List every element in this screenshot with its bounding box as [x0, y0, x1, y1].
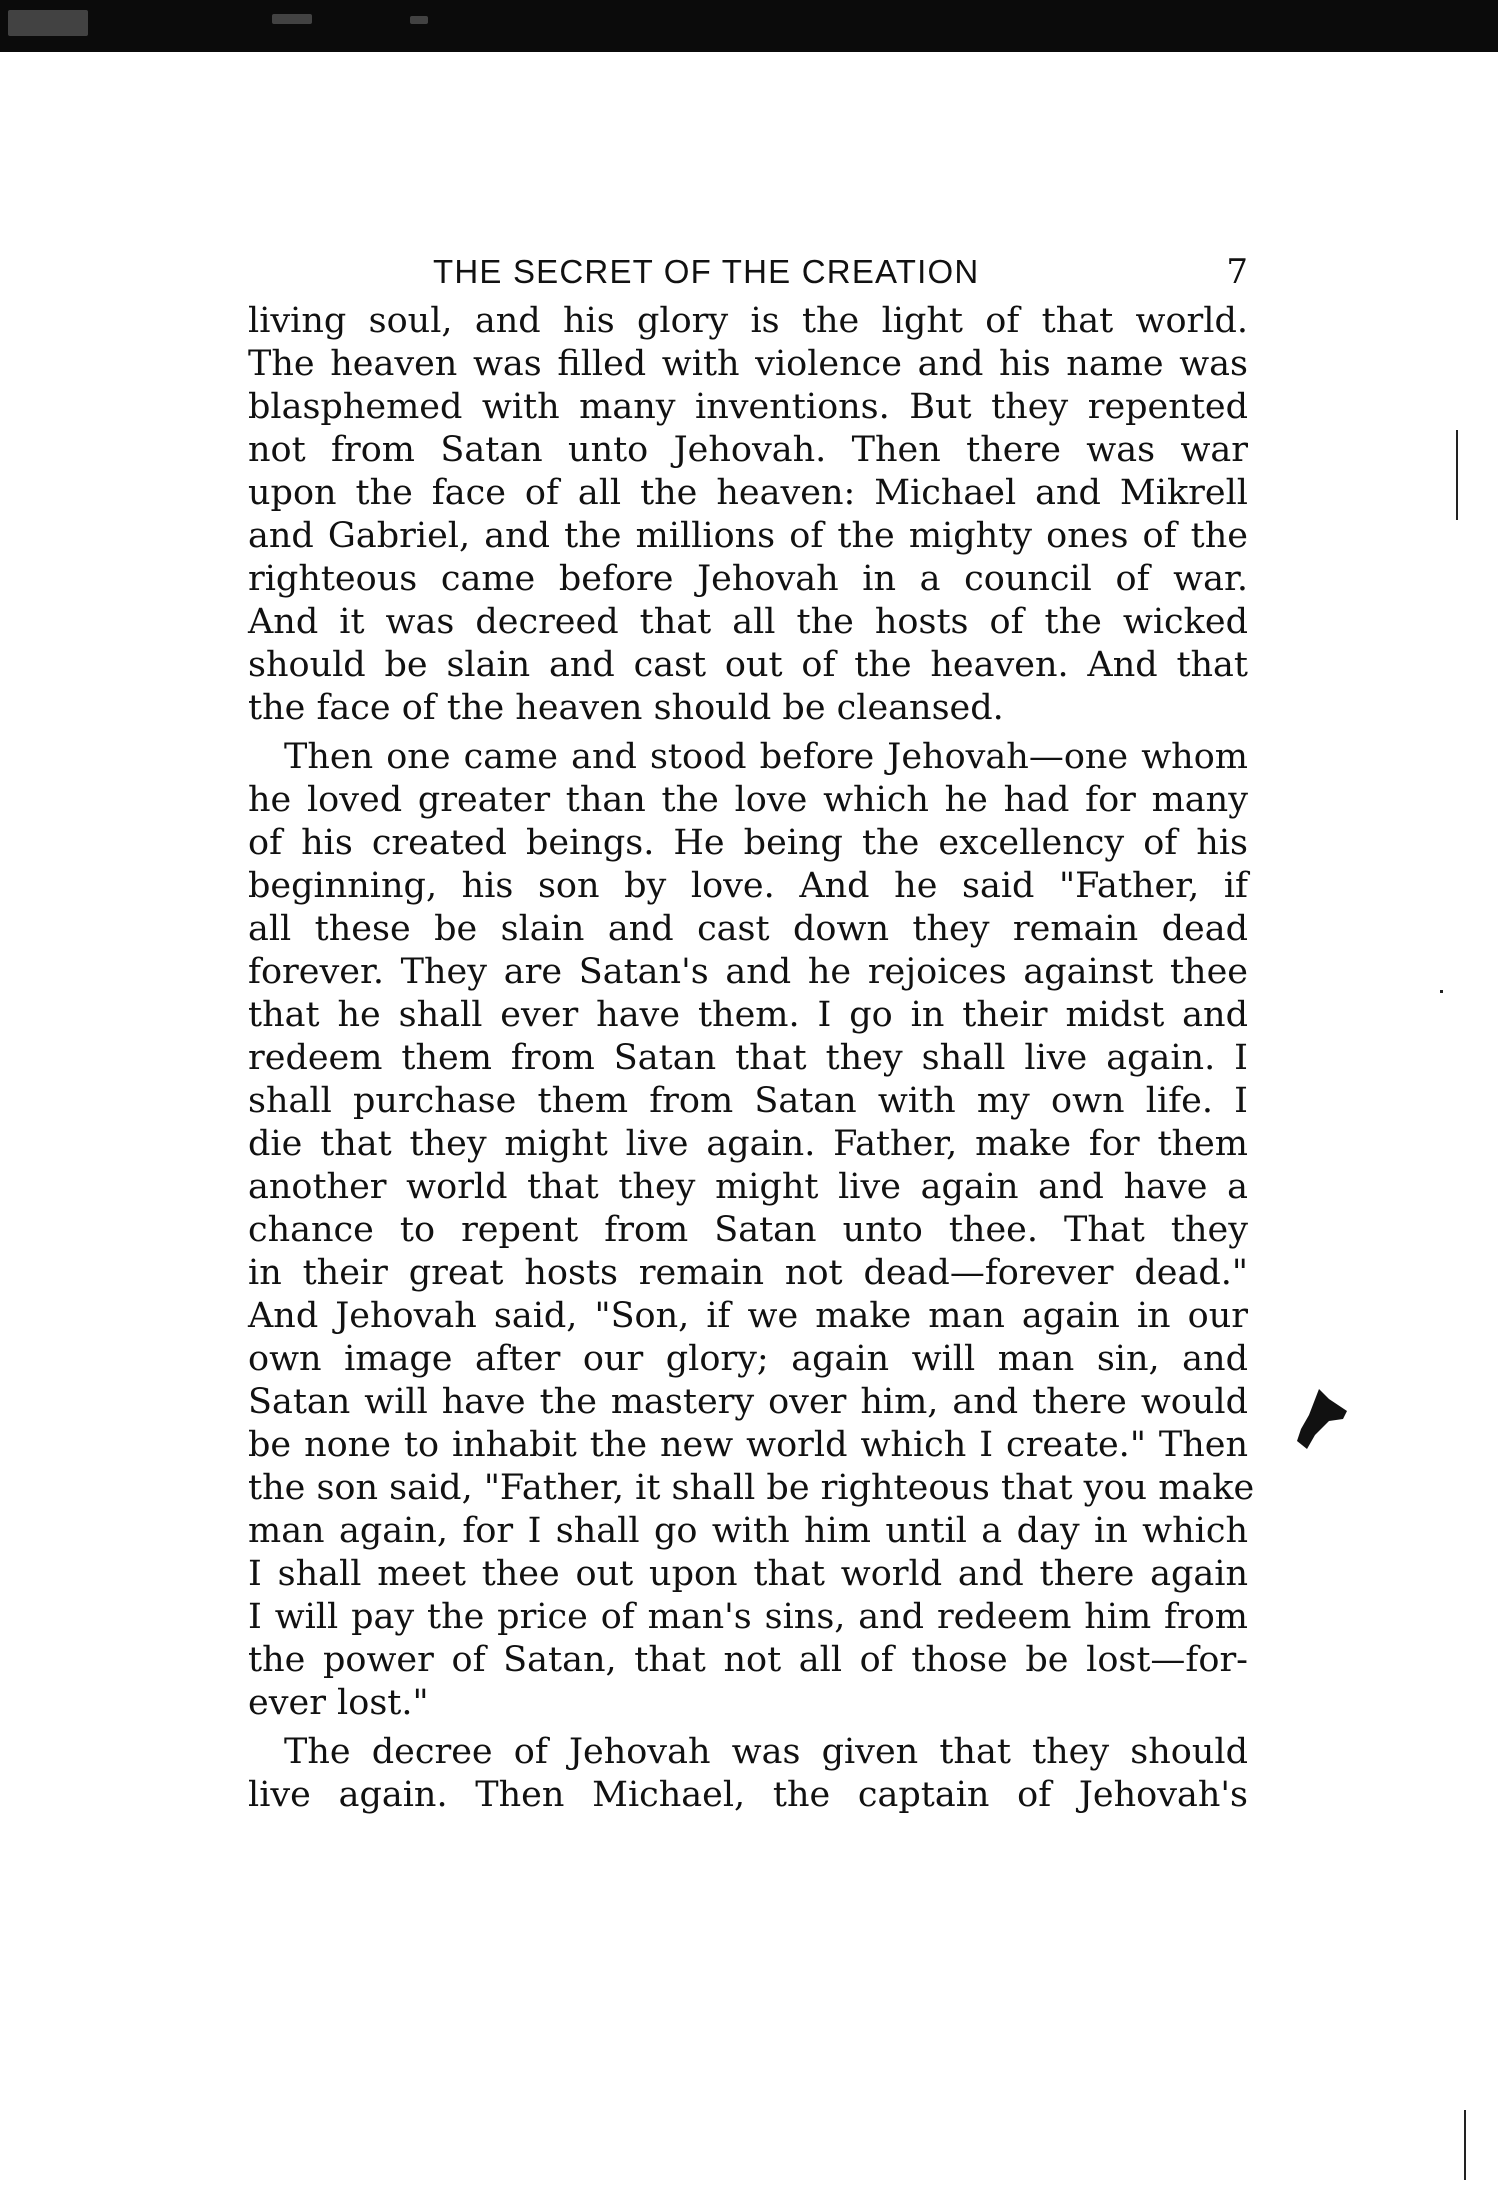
scan-scuff	[272, 14, 312, 24]
text-line: righteous came before Jehovah in a council of war.	[248, 559, 1248, 599]
scan-mark	[1440, 990, 1443, 993]
text-line: live again. Then Michael, the captain of Jehovah's	[248, 1775, 1248, 1815]
text-line: own image after our glory; again will man sin, and	[248, 1339, 1248, 1379]
text-line: upon the face of all the heaven: Michael and Mikrell	[248, 473, 1248, 513]
scan-mark	[1464, 2110, 1466, 2180]
text-line: should be slain and cast out of the heaven. And that	[248, 645, 1248, 685]
text-line: I will pay the price of man's sins, and redeem him from	[248, 1597, 1248, 1637]
text-line: be none to inhabit the new world which I create." Then	[248, 1425, 1248, 1465]
text-line: not from Satan unto Jehovah. Then there was war	[248, 430, 1248, 470]
page-header	[248, 252, 1248, 292]
text-line: that he shall ever have them. I go in their midst and	[248, 995, 1248, 1035]
paragraph	[248, 736, 1255, 1725]
text-line: in their great hosts remain not dead—forever dead."	[248, 1253, 1248, 1293]
text-line: I shall meet thee out upon that world and there again	[248, 1554, 1248, 1594]
text-line: another world that they might live again and have a	[248, 1167, 1248, 1207]
paragraph	[248, 1731, 1248, 1817]
text-line: And Jehovah said, "Son, if we make man again in our	[248, 1296, 1248, 1336]
text-line: The heaven was filled with violence and his name was	[248, 344, 1248, 384]
text-line: ever lost."	[248, 1683, 429, 1723]
text-line: redeem them from Satan that they shall live again. I	[248, 1038, 1248, 1078]
text-line: Satan will have the mastery over him, and there would	[248, 1382, 1248, 1422]
text-line: living soul, and his glory is the light of that world.	[248, 301, 1248, 341]
scan-scuff	[410, 16, 428, 24]
text-line: The decree of Jehovah was given that they should	[284, 1732, 1248, 1772]
ink-blot-icon	[1285, 1385, 1355, 1455]
text-line: And it was decreed that all the hosts of the wicked	[248, 602, 1248, 642]
text-line: all these be slain and cast down they remain dead	[248, 909, 1248, 949]
page-number: 7	[1226, 252, 1248, 292]
running-title: THE SECRET OF THE CREATION	[433, 253, 980, 290]
scan-mark	[1456, 430, 1458, 520]
text-line: the power of Satan, that not all of those be lost—for-	[248, 1640, 1248, 1680]
scan-scuff	[8, 10, 88, 36]
text-line: man again, for I shall go with him until a day in which	[248, 1511, 1248, 1551]
text-line: beginning, his son by love. And he said "Father, if	[248, 866, 1248, 906]
text-line: die that they might live again. Father, make for them	[248, 1124, 1248, 1164]
body-text	[248, 300, 1255, 1817]
text-line: the face of the heaven should be cleansed.	[248, 688, 1004, 728]
text-line: Then one came and stood before Jehovah—one whom	[284, 737, 1248, 777]
text-line: forever. They are Satan's and he rejoices against thee	[248, 952, 1248, 992]
text-line: the son said, "Father, it shall be righteous that you make	[248, 1468, 1255, 1508]
text-line: and Gabriel, and the millions of the mighty ones of the	[248, 516, 1248, 556]
text-line: of his created beings. He being the excellency of his	[248, 823, 1248, 863]
text-line: he loved greater than the love which he had for many	[248, 780, 1248, 820]
scan-top-edge	[0, 0, 1498, 52]
text-line: blasphemed with many inventions. But they repented	[248, 387, 1248, 427]
text-line: chance to repent from Satan unto thee. That they	[248, 1210, 1248, 1250]
paragraph	[248, 300, 1248, 730]
text-line: shall purchase them from Satan with my own life. I	[248, 1081, 1248, 1121]
